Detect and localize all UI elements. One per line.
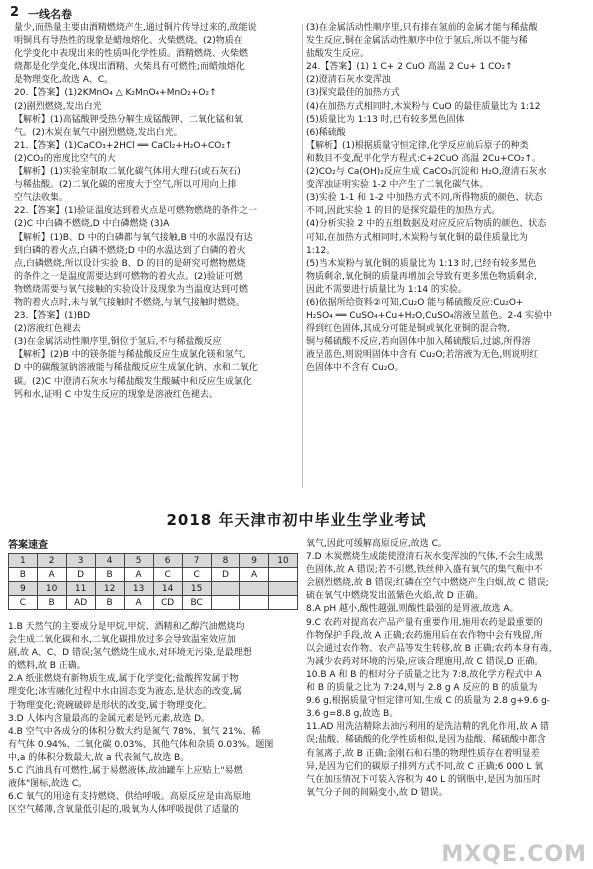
text-line: (2)C 中白磷不燃烧,D 中白磷燃烧 (3)A (14, 219, 170, 230)
text-line: 会生成二氧化碳和水,二氧化碳排放过多会导致温室效应加 (8, 635, 236, 646)
text-line: 【解析】(2)B 中的镁条能与稀盐酸反应生成氯化镁和氢气, (14, 350, 246, 361)
table-row (9, 568, 298, 582)
text-line: 与稀盐酸。(2)二氧化碳的密度大于空气,所以可用向上排 (14, 180, 237, 191)
text-line: 钙和水,证明 C 中发生反应的现象是溶液红色褪去。 (14, 389, 218, 400)
text-line: 于物理变化;瓷碗破碎是形状的改变,属于物理变化。 (8, 700, 212, 711)
table-cell: 7 (182, 554, 211, 568)
table-cell: BC (182, 596, 211, 610)
text-line: 20.【答案】(1)2KMnO₄ △ K₂MnO₄+MnO₂+O₂↑ (14, 88, 217, 99)
text-line: 9.6 g,根据质量守恒定律可知,生成 C 的质量为 2.8 g+9.6 g- (306, 696, 551, 707)
text-line: (2)剧烈燃烧,发出白光 (14, 101, 102, 112)
text-line: 物燃烧需要与氧气接触的实验设计及现象为当温度达到可燃 (14, 284, 249, 295)
table-cell: 2 (37, 554, 66, 568)
table-cell: B (37, 596, 66, 610)
text-line: 区空气稀薄,含氧量低引起的,吸氧为人体呼吸提供了适量的 (8, 805, 239, 816)
table-cell: 6 (153, 554, 182, 568)
text-line: 点,白磷燃烧,所以设计实验 B、D 的目的是研究可燃物燃烧 (14, 258, 246, 269)
text-line: 发生反应,铜在金属活动性顺序中位于氢后,所以不能与稀 (306, 36, 528, 47)
text-line: 变浑浊证明实验 1-2 中产生了二氧化碳气体。 (306, 180, 489, 191)
text-line: 1:12。 (306, 245, 336, 256)
table-cell: 1 (9, 554, 38, 568)
text-line: 中,a 的体积分数最大,故 a 代表氮气,故选 B。 (8, 752, 190, 763)
answer-heading: 答案速查 (8, 540, 48, 551)
text-line: 5.C 汽油具有可燃性,属于易燃液体,故油罐车上应贴上"易燃 (8, 766, 243, 777)
text-line: 到白磷的着火点,白磷不燃烧;D 中的水温达到了白磷的着火 (14, 245, 246, 256)
table-cell (211, 582, 240, 596)
text-line: D 中的碳酸氢钠溶液能与稀盐酸反应生成氯化钠、水和二氧化 (14, 363, 258, 374)
text-line: 和 B 的质量之比为 7:24,则与 2.8 g A 反应的 B 的质量为 (306, 683, 538, 694)
text-line: 氧气分子间的间隔变小,故 D 错误。 (306, 787, 448, 798)
text-line: H₂SO₄ ══ CuSO₄+Cu+H₂O,CuSO₄溶液呈蓝色。2-4 实验中 (306, 311, 553, 322)
table-cell: 9 (9, 582, 38, 596)
text-line: 【解析】(1)B、D 中的白磷都与氧气接触,B 中的水温没有达 (14, 232, 253, 243)
text-line: (5)当木炭粉与氧化铜的质量比为 1:13 时,已经有较多黑色 (306, 258, 537, 269)
text-line: 23.【答案】(1)BD (14, 311, 91, 322)
exam-title: 2018 年天津市初中毕业生学业考试 (166, 511, 427, 529)
table-cell (268, 596, 297, 610)
table-cell: B (95, 568, 124, 582)
text-line: 6.C 氧气的用途有支持燃烧、供给呼吸。高原反应是由高原地 (8, 792, 251, 803)
text-line: 11.AD 用洗洁精除去油污利用的是洗洁精的乳化作用,故 A 错 (306, 722, 550, 733)
answer-table (8, 553, 298, 610)
text-line: 可知,在加热方式相同时,木炭粉与氧化铜的最佳质量比为 (306, 232, 528, 243)
text-line: (2)溶液红色褪去 (14, 324, 81, 335)
text-line: 明铜具有导热性的现象是蜡烛熔化、火柴燃烧。(2)物质在 (14, 36, 243, 47)
table-cell (211, 596, 240, 610)
text-line: 气。(2)木炭在氧气中剧烈燃烧,发出白光。 (14, 127, 183, 138)
table-cell: AD (66, 596, 95, 610)
text-line: 化学变化中表现出来的性质叫化学性质。酒精燃烧、火柴燃 (14, 49, 249, 60)
text-line: 因此不需要进行质量比为 1:14 的实验。 (306, 284, 467, 295)
text-line: 【解析】(1)高锰酸钾受热分解生成锰酸钾、二氧化锰和氧 (14, 114, 243, 125)
table-cell (268, 582, 297, 596)
text-line: (4)在加热方式相同时,木炭粉与 CuO 的最佳质量比为 1:12 (306, 101, 541, 112)
bottom-left-column (8, 621, 299, 866)
book-title: 一线名卷 (28, 8, 72, 21)
text-line: 烧都是化学变化,体现出酒精、火柴具有可燃性;而蜡烛熔化 (14, 62, 245, 73)
text-line: 异,是因为它们的碳原子排列方式不同,故 C 正确;6 000 L 氧 (306, 761, 544, 772)
table-cell: 14 (153, 582, 182, 596)
table-cell: A (37, 568, 66, 582)
text-line: (3)在金属活动性顺序里,铜位于氢后,不与稀盐酸反应 (14, 337, 222, 348)
text-line: 物质剩余,氧化铜的质量再增加会导致有更多黑色物质剩余, (306, 271, 537, 282)
left-column (14, 22, 297, 490)
text-line: 色固体,故 A 错误;若不引燃,铁丝伸入盛有氧气的集气瓶中不 (306, 565, 543, 576)
text-line: 剧,故 A、C、D 错误;氢气燃烧生成水,对环境无污染,是最理想 (8, 648, 252, 659)
text-line: 色固体中不含有 Cu₂O。 (306, 363, 404, 374)
table-cell (240, 596, 269, 610)
watermark-logo: MXQE.COM (441, 842, 587, 867)
text-line: 3.D 人体内含量最高的金属元素是钙元素,故选 D。 (8, 713, 211, 724)
text-line: 误;盐酸、稀硫酸的化学性质相似,是因为盐酸、稀硫酸中都含 (306, 735, 546, 746)
table-cell: C (182, 568, 211, 582)
table-cell: 5 (124, 554, 153, 568)
text-line: 7.D 木炭燃烧生成能使澄清石灰水变浑浊的气体,不会生成黑 (306, 552, 544, 563)
text-line: 为减少农药对环境的污染,应该合理施用,故 C 错误,D 正确。 (306, 656, 544, 667)
text-line: 量少,而热量主要由酒精燃烧产生,通过铜片传导过来的,故能说 (14, 23, 257, 33)
table-cell: 4 (95, 554, 124, 568)
text-line: 作物保护手段,故 A 正确;农药施用后在农作物中会有残留,所 (306, 630, 543, 641)
text-line: 铜与稀硫酸不反应,若向固体中加入稀硫酸后,过滤,所得溶 (306, 337, 531, 348)
text-line: 理变化;冰雪融化过程中水由固态变为液态,是状态的改变,属 (8, 687, 242, 698)
text-line: 【解析】(1)根据质量守恒定律,化学反应前后原子的种类 (306, 140, 529, 151)
table-cell: 3 (66, 554, 95, 568)
text-line: 碳。(2)C 中澄清石灰水与稀盐酸发生酸碱中和反应生成氯化 (14, 376, 252, 387)
right-column (306, 22, 584, 490)
page-number: 2 (10, 5, 20, 20)
table-cell: 15 (182, 582, 211, 596)
table-cell: 12 (95, 582, 124, 596)
table-cell: 13 (124, 582, 153, 596)
text-line: 有气体 0.94%、二氧化碳 0.03%、其他气体和杂质 0.03%。题图 (8, 739, 274, 750)
text-line: 1.B 天然气的主要成分是甲烷,甲烷、酒精和乙醇汽油燃烧均 (8, 622, 245, 632)
text-line: (3)在金属活动性顺序里,只有排在氢前的金属才能与稀盐酸 (306, 23, 538, 33)
table-cell: D (211, 568, 240, 582)
column-divider (302, 24, 303, 488)
text-line: 4.B 空气中各成分的体积分数大约是氮气 78%、氧气 21%、稀 (8, 726, 261, 737)
table-row (9, 582, 298, 596)
table-cell: B (95, 596, 124, 610)
text-line: 气在加压情况下可装入容积为 40 L 的钢瓶中,是因为加压时 (306, 774, 541, 785)
text-line: (4)分析实验 2 中的五组数据及对应反应后物质的颜色、状态 (306, 219, 547, 230)
text-line: 有氢离子,故 B 正确;金刚石和石墨的物理性质存在着明显差 (306, 748, 540, 759)
table-cell: 10 (268, 554, 297, 568)
text-line: 9.C 农药对提高农产品产量有重要作用,施用农药是最重要的 (306, 617, 543, 628)
table-row (9, 596, 298, 610)
text-line: 2.A 纸张燃烧有新物质生成,属于化学变化;盐酸挥发属于物 (8, 674, 239, 685)
text-line: 是物理变化,故选 A、C。 (14, 75, 114, 86)
text-line: (2)CO₂与 Ca(OH)₂反应生成 CaCO₃沉淀和 H₂O,澄清石灰水 (306, 167, 547, 178)
table-cell: D (66, 568, 95, 582)
text-line: (2)澄清石灰水变浑浊 (306, 75, 391, 86)
text-line: 不同,因此实验 1 的目的是探究最佳的加热方式。 (306, 206, 501, 217)
table-cell: 10 (37, 582, 66, 596)
text-line: 会剧烈燃烧,故 B 错误;红磷在空气中燃烧产生白烟,故 C 错误; (306, 578, 549, 589)
bottom-right-column (306, 538, 586, 866)
text-line: 液呈蓝色,则说明固体中含有 Cu₂O;若溶液为无色,则说明红 (306, 350, 539, 361)
table-cell: C (9, 596, 38, 610)
text-line: 21.【答案】(1)CaCO₃+2HCl ══ CaCl₂+H₂O+CO₂↑ (14, 140, 233, 151)
text-line: 以会通过农作物、农产品等发生转移,故 B 正确;农药本身有毒, (306, 643, 552, 654)
table-cell: CD (153, 596, 182, 610)
text-line: (3)实验 1-1 和 1-2 中加热方式不同,所得物质的颜色、状态 (306, 193, 543, 204)
text-line: 24.【答案】(1) 1 C+ 2 CuO 高温 2 Cu+ 1 CO₂↑ (306, 62, 513, 73)
text-line: 【解析】(1)实验室制取二氧化碳气体用大理石(或石灰石) (14, 167, 241, 178)
table-cell: 9 (240, 554, 269, 568)
text-line: 的条件之一是温度需要达到可燃物的着火点。(2)验证可燃 (14, 271, 243, 282)
text-line: 氧气,因此可缓解高原反应,故选 C。 (306, 539, 447, 549)
table-cell (240, 582, 269, 596)
text-line: 8.A pH 越小,酸性越强,则酸性最强的是胃液,故选 A。 (306, 604, 519, 615)
text-line: 和数目不变,配平化学方程式:C+2CuO 高温 2Cu+CO₂↑。 (306, 153, 542, 164)
text-line: 的燃料,故 B 正确。 (8, 661, 86, 672)
text-line: 得到红色固体,其成分可能是铜或氧化亚铜的混合物, (306, 324, 510, 335)
table-cell: 11 (66, 582, 95, 596)
text-line: 物的着火点时,未与氧气接触时不燃烧,与氧气接触时燃烧。 (14, 297, 245, 308)
text-line: (2)CO₂的密度比空气的大 (14, 153, 116, 164)
text-line: 22.【答案】(1)验证温度达到着火点是可燃物燃烧的条件之一 (14, 206, 258, 217)
text-line: (6)稀硫酸 (306, 127, 346, 138)
table-cell: B (9, 568, 38, 582)
text-line: (5)质量比为 1:13 时,已有较多黑色固体 (306, 114, 465, 125)
text-line: 硫在氧气中燃烧发出蓝紫色火焰,故 D 正确。 (306, 591, 484, 602)
text-line: 盐酸发生反应。 (306, 49, 370, 60)
table-cell: A (124, 596, 153, 610)
text-line: 3.6 g=8.8 g,故选 B。 (306, 709, 399, 720)
table-cell (268, 568, 297, 582)
text-line: 液体"图标,故选 C。 (8, 779, 88, 790)
text-line: 空气法收集。 (14, 193, 69, 204)
table-cell: C (153, 568, 182, 582)
text-line: (3)探究最佳的加热方式 (306, 88, 400, 99)
table-cell: 8 (211, 554, 240, 568)
table-cell: A (240, 568, 269, 582)
table-row (9, 554, 298, 568)
text-line: 10.B A 和 B 的相对分子质量之比为 7:8,故化学方程式中 A (306, 669, 542, 680)
table-cell: A (124, 568, 153, 582)
text-line: (6)依据所给资料②可知,Cu₂O 能与稀硫酸反应:Cu₂O+ (306, 297, 524, 308)
